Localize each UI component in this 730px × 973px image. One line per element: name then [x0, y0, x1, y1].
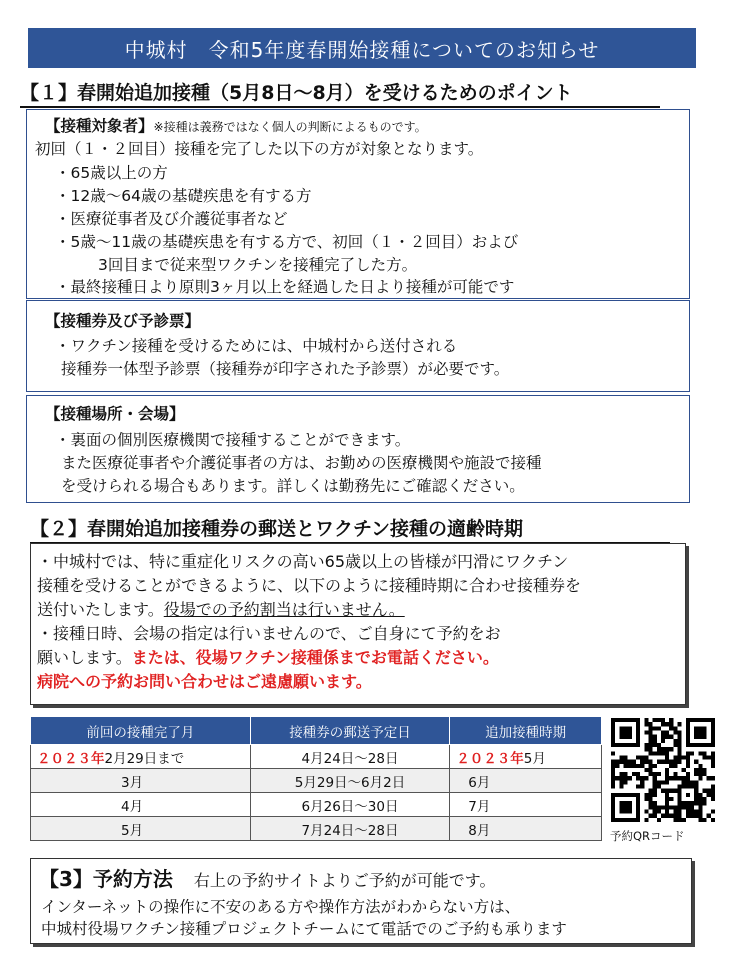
table-cell: 7月	[450, 793, 602, 817]
table-header: 前回の接種完了月	[31, 717, 251, 745]
section3-heading: 【3】予約方法	[39, 867, 173, 891]
section1-heading: 【１】春開始追加接種（5月8日～8月）を受けるためのポイント	[20, 78, 660, 108]
eligibility-item: ・医療従事者及び介護従事者など	[55, 210, 288, 228]
table-cell: 5月	[31, 817, 251, 841]
table-row	[31, 745, 602, 769]
cell-text: 5月	[523, 750, 546, 767]
hospital-notice: 病院への予約お問い合わせはご遠慮願います。	[37, 672, 372, 691]
schedule-table	[30, 716, 602, 841]
cell-text: 2月29日まで	[104, 750, 185, 767]
eligibility-item: 3回目まで従来型ワクチンを接種完了した方。	[98, 256, 418, 274]
table-header: 追加接種時期	[450, 717, 602, 745]
table-header-row	[31, 717, 602, 745]
year-red: ２０２３年	[37, 750, 105, 767]
table-row	[31, 769, 602, 793]
phone-notice: または、役場ワクチン接種係までお電話ください。	[131, 648, 499, 667]
eligibility-box	[26, 109, 690, 299]
page-title: 中城村 令和5年度春開始接種についてのお知らせ	[28, 28, 696, 68]
table-cell: 6月26日～30日	[250, 793, 450, 817]
eligibility-item: ・5歳～11歳の基礎疾患を有する方で、初回（１・２回目）および	[55, 233, 519, 251]
notice-line: 接種を受けることができるように、以下のように接種時期に合わせ接種券を	[37, 576, 582, 595]
eligibility-intro: 初回（１・２回目）接種を完了した以下の方が対象となります。	[35, 140, 484, 158]
table-cell	[450, 745, 602, 769]
eligibility-item: ・12歳～64歳の基礎疾患を有する方	[55, 187, 312, 205]
reservation-line: インターネットの操作に不安のある方や操作方法がわからない方は、	[41, 898, 521, 916]
eligibility-note: ※接種は義務ではなく個人の判断によるものです。	[153, 120, 427, 134]
venue-box	[26, 395, 690, 503]
eligibility-label-row	[45, 116, 427, 137]
eligibility-label: 【接種対象者】	[45, 117, 154, 135]
table-cell: 5月29日～6月2日	[250, 769, 450, 793]
notice-underlined: 役場での予約割当は行いません。	[163, 600, 405, 619]
venue-line: また医療従事者や介護従事者の方は、お勤めの医療機関や施設で接種	[61, 454, 542, 472]
notice-line: 送付いたします。	[37, 600, 164, 619]
table-cell: 4月	[31, 793, 251, 817]
qr-caption: 予約QRコード	[610, 829, 685, 843]
voucher-label: 【接種券及び予診票】	[45, 312, 201, 330]
eligibility-item: ・65歳以上の方	[55, 164, 168, 182]
voucher-box	[26, 300, 690, 392]
year-red: ２０２３年	[456, 750, 524, 767]
notice-line: ・接種日時、会場の指定は行いませんので、ご自身にて予約をお	[37, 624, 501, 643]
eligibility-item: ・最終接種日より原則3ヶ月以上を経過した日より接種が可能です	[55, 278, 515, 296]
venue-line: を受けられる場合もあります。詳しくは勤務先にご確認ください。	[61, 477, 525, 495]
notice-line-row	[37, 648, 499, 668]
reservation-qr-code[interactable]	[611, 718, 715, 822]
venue-line: ・裏面の個別医療機関で接種することができます。	[55, 431, 411, 449]
reservation-box	[30, 858, 692, 944]
voucher-line: ・ワクチン接種を受けるためには、中城村から送付される	[55, 337, 458, 355]
table-row	[31, 817, 602, 841]
reservation-line: 中城村役場ワクチン接種プロジェクトチームにて電話でのご予約も承ります	[41, 920, 567, 938]
table-cell: 7月24日～28日	[250, 817, 450, 841]
table-header: 接種券の郵送予定日	[250, 717, 450, 745]
section2-heading: 【２】春開始追加接種券の郵送とワクチン接種の適齢時期	[30, 514, 670, 544]
notice-line: 願いします。	[37, 648, 132, 667]
venue-label: 【接種場所・会場】	[45, 405, 185, 423]
table-cell	[31, 745, 251, 769]
notice-box	[30, 543, 686, 705]
section3-heading-note: 右上の予約サイトよりご予約が可能です。	[193, 871, 496, 890]
table-row	[31, 793, 602, 817]
voucher-line: 接種券一体型予診票（接種券が印字された予診票）が必要です。	[61, 360, 510, 378]
table-cell: 8月	[450, 817, 602, 841]
table-cell: 3月	[31, 769, 251, 793]
notice-line-row	[37, 600, 405, 620]
reservation-heading-row	[39, 869, 495, 891]
table-cell: 6月	[450, 769, 602, 793]
table-cell: 4月24日～28日	[250, 745, 450, 769]
notice-line: ・中城村では、特に重症化リスクの高い65歳以上の皆様が円滑にワクチン	[37, 552, 569, 571]
